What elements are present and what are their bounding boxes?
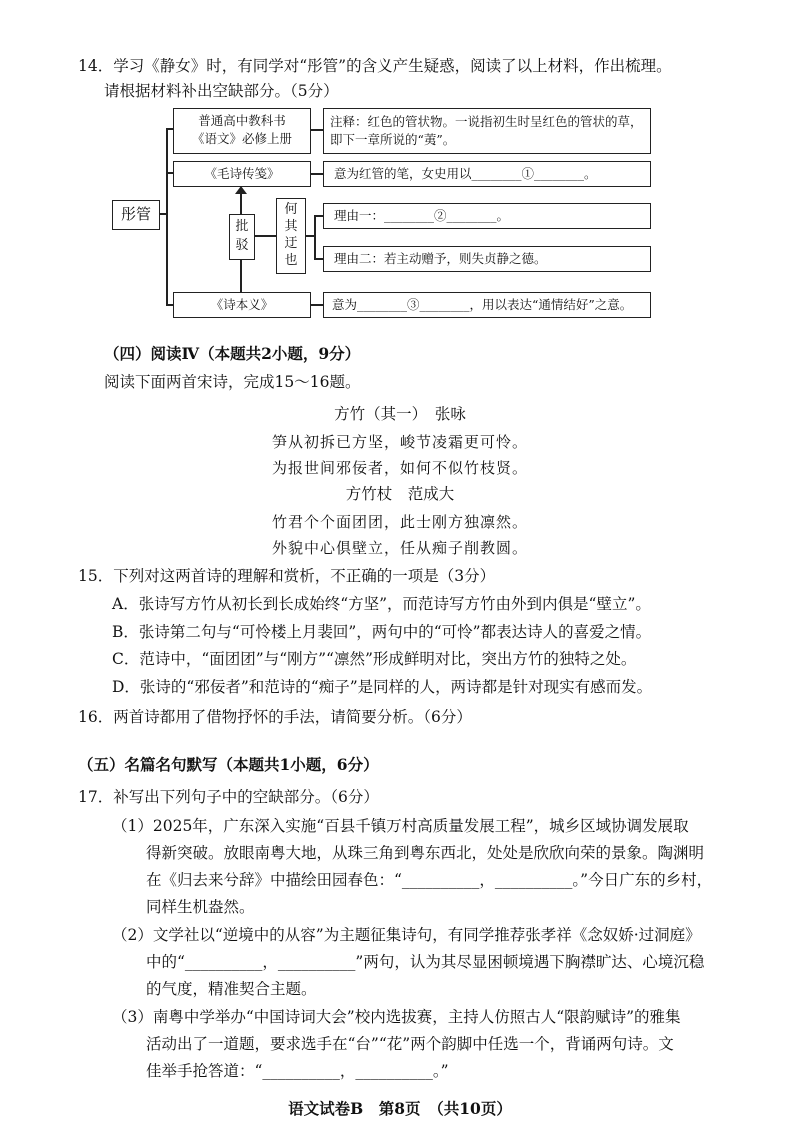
maoshi-label: 《毛诗传笺》 xyxy=(204,166,280,181)
connector xyxy=(314,258,323,260)
root-box xyxy=(112,200,160,230)
q15-option-b: B．张诗第二句与“可怜楼上月裴回”，两句中的“可怜”都表达诗人的喜爱之情。 xyxy=(112,623,652,641)
heqi-char4: 也 xyxy=(284,253,298,268)
heqi-char1: 何 xyxy=(284,202,298,217)
poem1-title: 方竹（其一） 张咏 xyxy=(334,405,466,423)
bobo-box xyxy=(229,214,255,260)
arrow-line xyxy=(240,192,242,214)
q14-line2: 请根据材料补出空缺部分。（5分） xyxy=(104,82,339,100)
spine xyxy=(166,128,168,305)
q15-stem: 15．下列对这两首诗的理解和赏析，不正确的一项是（3分） xyxy=(78,567,496,585)
note-box xyxy=(323,108,651,154)
reason1-text: 理由一：________②________。 xyxy=(334,208,510,223)
shibenyi-text: 意为________③________，用以表达“通情结好”之意。 xyxy=(332,297,633,312)
maoshi-box xyxy=(173,161,311,187)
poem2-line1: 竹君个个面团团，此士刚方独凛然。 xyxy=(271,513,528,531)
poem2-title: 方竹杖 范成大 xyxy=(345,485,455,503)
connector xyxy=(254,235,276,237)
bracket xyxy=(314,215,316,259)
q17-p3-line1: （3）南粤中学举办“中国诗词大会”校内选拔赛，主持人仿照古人“限韵赋诗”的雅集 xyxy=(112,1008,681,1026)
q15-option-a: A．张诗写方竹从初长到长成始终“方坚”，而范诗写方竹由外到内俱是“壁立”。 xyxy=(112,595,651,613)
q17-p3-line3: 佳举手抢答道：“__________，__________。” xyxy=(146,1062,449,1080)
note-line2: 即下一章所说的“荑”。 xyxy=(330,132,456,147)
reason1-box xyxy=(323,203,651,229)
shibenyi-label: 《诗本义》 xyxy=(210,297,274,312)
poem1-line2: 为报世间邪佞者，如何不似竹枝贤。 xyxy=(271,459,528,477)
section4-intro: 阅读下面两首宋诗，完成15～16题。 xyxy=(104,373,361,391)
textbook-box xyxy=(173,108,311,154)
arrow-line xyxy=(240,260,242,288)
q17-p2-line2: 中的“__________，__________”两句，认为其尽显困顿境遇下胸襟旷达、心境沉稳 xyxy=(146,953,705,971)
maoshi-text: 意为红管的笔，女史用以________①________。 xyxy=(334,166,597,181)
heqi-char3: 迂 xyxy=(284,236,298,251)
reason2-text: 理由二：若主动赠予，则失贞静之德。 xyxy=(334,251,547,266)
q17-p1-line3: 在《归去来兮辞》中描绘田园春色：“__________，__________。”今日广东的乡村， xyxy=(146,871,713,889)
heqi-box xyxy=(276,198,306,274)
heqi-char2: 其 xyxy=(284,219,298,234)
q16-stem: 16．两首诗都用了借物抒怀的手法，请简要分析。（6分） xyxy=(78,708,472,726)
q17-p3-line2: 活动出了一道题，要求选手在“台”“花”两个韵脚中任选一个，背诵两句诗。文 xyxy=(146,1035,674,1053)
textbook-line1: 普通高中教科书 xyxy=(198,113,286,128)
q17-p1-line4: 同样生机盎然。 xyxy=(146,898,255,916)
q17-p1-line1: （1）2025年，广东深入实施“百县千镇万村高质量发展工程”，城乡区域协调发展取 xyxy=(112,817,689,835)
connector xyxy=(311,129,323,131)
shibenyi-text-box xyxy=(323,292,651,318)
poem2-line2: 外貌中心俱壁立，任从痴子削教圆。 xyxy=(271,539,528,557)
connector xyxy=(314,215,323,217)
q17-stem: 17．补写出下列句子中的空缺部分。（6分） xyxy=(78,788,379,806)
textbook-line2: 《语文》必修上册 xyxy=(191,131,292,146)
q17-p2-line3: 的气度，精准契合主题。 xyxy=(146,980,317,998)
poem1-line1: 笋从初拆已方坚，峻节凌霜更可怜。 xyxy=(271,433,528,451)
q15-option-d: D．张诗的“邪佞者”和范诗的“痴子”是同样的人，两诗都是针对现实有感而发。 xyxy=(112,678,653,696)
connector xyxy=(311,304,323,306)
q15-option-c: C．范诗中，“面团团”与“刚方”“凛然”形成鲜明对比，突出方竹的独特之处。 xyxy=(112,650,637,668)
bobo-char2: 驳 xyxy=(235,238,249,253)
q14-line1: 14．学习《静女》时，有同学对“彤管”的含义产生疑惑，阅读了以上材料，作出梳理。 xyxy=(78,57,672,75)
reason2-box xyxy=(323,246,651,272)
arrow-up-icon xyxy=(235,186,247,194)
q17-p2-line1: （2）文学社以“逆境中的从容”为主题征集诗句，有同学推荐张孝祥《念奴娇·过洞庭》 xyxy=(112,926,701,944)
maoshi-text-box xyxy=(323,161,651,187)
section5-title: （五）名篇名句默写（本题共1小题，6分） xyxy=(78,755,379,774)
section4-title: （四）阅读Ⅳ（本题共2小题，9分） xyxy=(104,344,361,363)
note-line1: 注释：红色的管状物。一说指初生时呈红色的管状的草， xyxy=(330,114,643,129)
root-label: 彤管 xyxy=(120,205,151,223)
page-footer: 语文试卷B 第8页 （共10页） xyxy=(288,1099,512,1118)
bobo-char1: 批 xyxy=(235,219,249,234)
connector xyxy=(311,173,323,175)
q17-p1-line2: 得新突破。放眼南粤大地，从珠三角到粤东西北，处处是欣欣向荣的景象。陶渊明 xyxy=(146,844,705,862)
shibenyi-box xyxy=(173,292,311,318)
